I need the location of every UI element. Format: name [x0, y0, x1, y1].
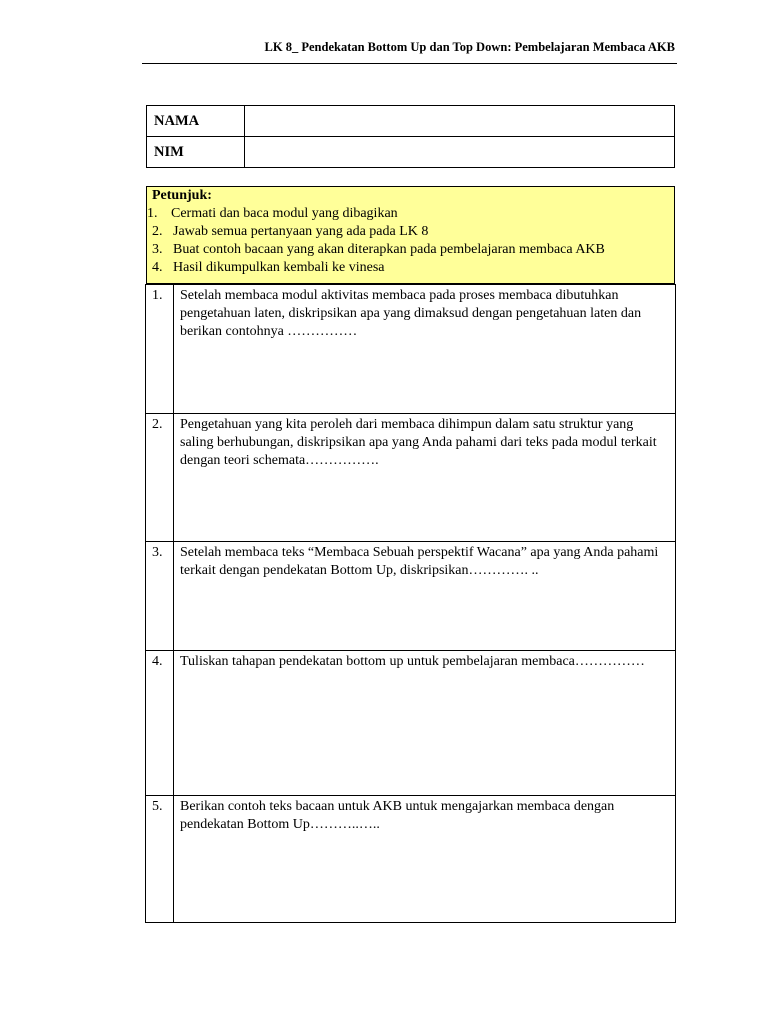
instruction-number: 2. [152, 224, 163, 239]
name-label: NAMA [147, 106, 245, 137]
question-number: 4. [146, 651, 174, 796]
instruction-item [147, 205, 398, 223]
question-text: Pengetahuan yang kita peroleh dari membaca dihimpun dalam satu struktur yang saling berhubungan, diskripsikan apa yang Anda pahami dari teks pada modul terkait dengan teori schemata……………. [174, 414, 676, 542]
question-row [146, 542, 676, 651]
nim-row [147, 137, 675, 168]
question-row [146, 285, 676, 414]
instruction-item [152, 223, 428, 241]
question-row [146, 414, 676, 542]
header-rule [142, 63, 677, 64]
instruction-item [152, 241, 605, 259]
question-text: Berikan contoh teks bacaan untuk AKB untuk mengajarkan membaca dengan pendekatan Bottom Up………..….. [174, 796, 676, 923]
instruction-text: Cermati dan baca modul yang dibagikan [171, 206, 398, 221]
question-text: Setelah membaca modul aktivitas membaca pada proses membaca dibutuhkan pengetahuan laten, diskripsikan apa yang dimaksud dengan pengetahuan laten dan berikan contohnya …………… [174, 285, 676, 414]
question-text: Tuliskan tahapan pendekatan bottom up untuk pembelajaran membaca…………… [174, 651, 676, 796]
instructions-title: Petunjuk: [152, 188, 212, 203]
nim-label: NIM [147, 137, 245, 168]
name-row [147, 106, 675, 137]
identity-table [146, 105, 675, 168]
question-row [146, 651, 676, 796]
question-text: Setelah membaca teks “Membaca Sebuah perspektif Wacana” apa yang Anda pahami terkait dengan pendekatan Bottom Up, diskripsikan…………. .. [174, 542, 676, 651]
question-number: 5. [146, 796, 174, 923]
question-row [146, 796, 676, 923]
instruction-number: 4. [152, 260, 163, 275]
instruction-text: Hasil dikumpulkan kembali ke vinesa [173, 260, 385, 275]
question-number: 2. [146, 414, 174, 542]
question-number: 3. [146, 542, 174, 651]
instruction-number: 1. [147, 206, 158, 221]
instruction-item [152, 259, 385, 277]
instructions-box [146, 186, 675, 284]
document-header-title: LK 8_ Pendekatan Bottom Up dan Top Down: Pembelajaran Membaca AKB [264, 40, 675, 54]
instruction-text: Buat contoh bacaan yang akan diterapkan pada pembelajaran membaca AKB [173, 242, 605, 257]
instruction-number: 3. [152, 242, 163, 257]
instruction-text: Jawab semua pertanyaan yang ada pada LK 8 [173, 224, 429, 239]
question-number: 1. [146, 285, 174, 414]
nim-field[interactable] [245, 137, 675, 168]
name-field[interactable] [245, 106, 675, 137]
questions-table [145, 284, 676, 923]
